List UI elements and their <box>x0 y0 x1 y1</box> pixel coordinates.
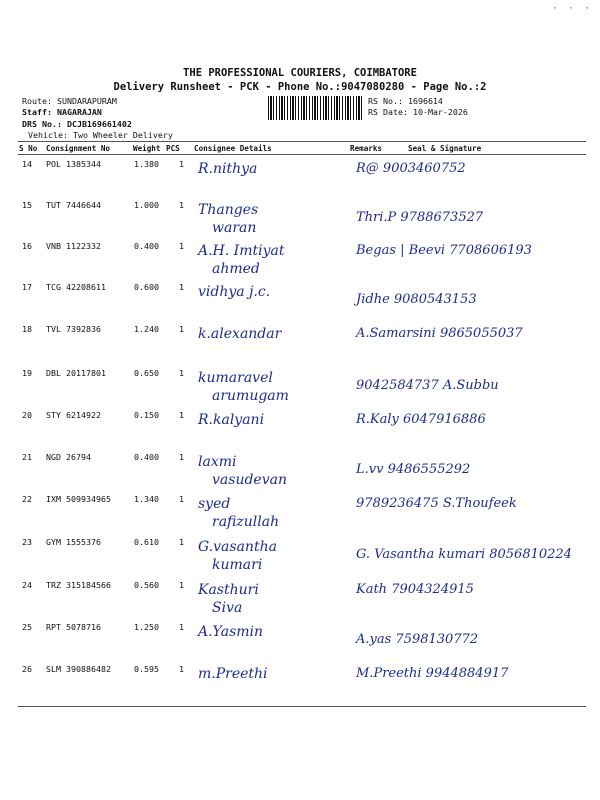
row-consignee-name-2: arumugam <box>212 388 289 404</box>
row-signature: A.yas 7598130772 <box>356 632 479 647</box>
row-pcs: 1 <box>179 159 184 169</box>
row-consignment: RPT 5078716 <box>46 622 101 632</box>
row-consignee-name: laxmi <box>198 454 237 470</box>
row-consignment: POL 1385344 <box>46 159 101 169</box>
row-consignment: SLM 390886482 <box>46 664 111 674</box>
row-weight: 0.650 <box>134 368 159 378</box>
rs-date: RS Date: 10-Mar-2026 <box>368 107 468 117</box>
row-pcs: 1 <box>179 324 184 334</box>
row-consignment: TUT 7446644 <box>46 200 101 210</box>
vehicle-label: Vehicle: Two Wheeler Delivery <box>28 130 173 140</box>
row-signature: R.Kaly 6047916886 <box>356 412 486 427</box>
row-consignment: TCG 42208611 <box>46 282 106 292</box>
row-consignment: GYM 1555376 <box>46 537 101 547</box>
row-pcs: 1 <box>179 410 184 420</box>
row-consignee-name: vidhya j.c. <box>198 284 271 300</box>
row-weight: 0.595 <box>134 664 159 674</box>
header-divider-top <box>18 141 586 142</box>
row-sno: 24 <box>22 580 32 590</box>
row-consignee-name-2: Siva <box>212 600 243 616</box>
row-consignee-name: A.H. Imtiyat <box>198 243 285 259</box>
row-sno: 16 <box>22 241 32 251</box>
row-consignee-name: kumaravel <box>198 370 273 386</box>
row-pcs: 1 <box>179 580 184 590</box>
row-consignment: VNB 1122332 <box>46 241 101 251</box>
row-sno: 23 <box>22 537 32 547</box>
row-sno: 25 <box>22 622 32 632</box>
row-consignee-name-2: vasudevan <box>212 472 287 488</box>
row-sno: 26 <box>22 664 32 674</box>
row-consignment: STY 6214922 <box>46 410 101 420</box>
col-pcs: PCS <box>166 144 180 153</box>
header-divider-bottom <box>18 154 586 155</box>
row-sno: 18 <box>22 324 32 334</box>
row-weight: 1.000 <box>134 200 159 210</box>
col-consignee: Consignee Details <box>194 144 272 153</box>
col-weight: Weight <box>133 144 161 153</box>
row-pcs: 1 <box>179 622 184 632</box>
row-consignee-name-2: ahmed <box>212 261 260 277</box>
row-weight: 0.150 <box>134 410 159 420</box>
row-consignee-name: R.kalyani <box>198 412 265 428</box>
row-signature: Kath 7904324915 <box>356 582 474 597</box>
row-sno: 17 <box>22 282 32 292</box>
row-weight: 0.560 <box>134 580 159 590</box>
row-consignment: NGD 26794 <box>46 452 91 462</box>
row-consignment: TRZ 315184566 <box>46 580 111 590</box>
row-consignee-name: A.Yasmin <box>198 624 264 640</box>
row-weight: 1.380 <box>134 159 159 169</box>
col-sno: S No <box>19 144 38 153</box>
row-consignee-name: k.alexandar <box>198 326 282 342</box>
table-bottom-rule <box>18 706 586 707</box>
company-title: THE PROFESSIONAL COURIERS, COIMBATORE <box>183 67 417 79</box>
row-consignee-name: m.Preethi <box>198 666 268 682</box>
row-pcs: 1 <box>179 494 184 504</box>
row-weight: 0.610 <box>134 537 159 547</box>
runsheet-subtitle: Delivery Runsheet - PCK - Phone No.:9047080280 - Page No.:2 <box>113 81 487 93</box>
row-sno: 20 <box>22 410 32 420</box>
row-pcs: 1 <box>179 241 184 251</box>
row-signature: 9789236475 S.Thoufeek <box>356 496 517 511</box>
col-consignment: Consignment No <box>46 144 111 153</box>
row-consignee-name: syed <box>198 496 231 512</box>
row-signature: A.Samarsini 9865055037 <box>356 326 523 341</box>
staff-label: Staff: NAGARAJAN <box>22 107 102 117</box>
row-pcs: 1 <box>179 368 184 378</box>
row-weight: 1.340 <box>134 494 159 504</box>
row-weight: 0.600 <box>134 282 159 292</box>
row-signature: 9042584737 A.Subbu <box>356 378 499 393</box>
row-sno: 19 <box>22 368 32 378</box>
row-sno: 15 <box>22 200 32 210</box>
row-consignee-name: Thanges <box>198 202 259 218</box>
row-signature: Begas | Beevi 7708606193 <box>356 243 532 258</box>
row-consignee-name-2: waran <box>212 220 257 236</box>
row-pcs: 1 <box>179 200 184 210</box>
row-signature: Thri.P 9788673527 <box>356 210 484 225</box>
row-consignment: DBL 20117801 <box>46 368 106 378</box>
row-weight: 0.400 <box>134 452 159 462</box>
drs-barcode <box>268 96 364 120</box>
row-consignee-name: R.nithya <box>198 161 258 177</box>
row-consignment: TVL 7392836 <box>46 324 101 334</box>
row-pcs: 1 <box>179 452 184 462</box>
col-remarks: Remarks <box>350 144 383 153</box>
row-sno: 14 <box>22 159 32 169</box>
scan-marks: · · · <box>552 4 590 14</box>
row-weight: 1.250 <box>134 622 159 632</box>
row-weight: 0.400 <box>134 241 159 251</box>
row-consignment: IXM 509934965 <box>46 494 111 504</box>
row-pcs: 1 <box>179 282 184 292</box>
row-signature: Jidhe 9080543153 <box>356 292 477 307</box>
row-signature: G. Vasantha kumari 8056810224 <box>356 547 572 562</box>
row-consignee-name-2: rafizullah <box>212 514 280 530</box>
row-consignee-name-2: kumari <box>212 557 263 573</box>
row-pcs: 1 <box>179 537 184 547</box>
drs-label: DRS No.: DCJB169661402 <box>22 119 132 129</box>
row-sno: 22 <box>22 494 32 504</box>
row-signature: L.vv 9486555292 <box>356 462 471 477</box>
row-consignee-name: Kasthuri <box>198 582 259 598</box>
row-sno: 21 <box>22 452 32 462</box>
row-signature: R@ 9003460752 <box>356 161 466 176</box>
row-consignee-name: G.vasantha <box>198 539 277 555</box>
row-pcs: 1 <box>179 664 184 674</box>
rs-number: RS No.: 1696614 <box>368 96 443 106</box>
row-signature: M.Preethi 9944884917 <box>356 666 509 681</box>
route-label: Route: SUNDARAPURAM <box>22 96 117 106</box>
col-seal-signature: Seal & Signature <box>408 144 482 153</box>
row-weight: 1.240 <box>134 324 159 334</box>
